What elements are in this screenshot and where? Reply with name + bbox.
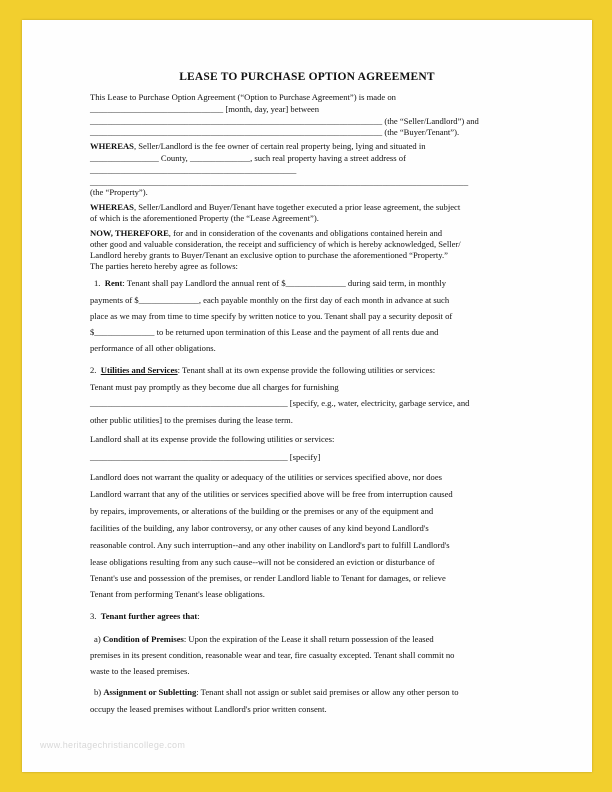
whereas-1-line-2: ________________ County, ______________, such real property having a street address of — [90, 153, 406, 163]
section-3b-line-2: occupy the leased premises without Landlord's prior written consent. — [90, 704, 327, 714]
section-3b-line-1 — [94, 687, 459, 698]
section-2-line-2: Tenant must pay promptly as they become due all charges for furnishing — [90, 382, 339, 392]
section-2-para-line-3: by repairs, improvements, or alterations of the building or the premises or any of the equipment and — [90, 506, 434, 516]
section-3-heading: Tenant further agrees that — [100, 611, 198, 621]
section-2-para-line-1: Landlord does not warrant the quality or adequacy of the utilities or services specified above, nor does — [90, 472, 442, 482]
whereas-1-line-3: ________________________________________________ — [90, 165, 297, 175]
whereas-2-text: , Seller/Landlord and Buyer/Tenant have together executed a prior lease agreement, the subject — [133, 202, 461, 212]
now-therefore-line-4: The parties hereto hereby agree as follows: — [90, 261, 238, 271]
whereas-1-text: , Seller/Landlord is the fee owner of certain real property being, lying and situated in — [133, 141, 426, 151]
section-2-para-line-4: facilities of the building, any labor controversy, or any other causes of any kind beyond Landlord's — [90, 523, 429, 533]
now-therefore-line-1 — [90, 228, 442, 239]
intro-line-2: _______________________________ [month, day, year] between — [90, 104, 320, 114]
section-3-number: 3. — [90, 611, 97, 621]
section-2-line-3: ______________________________________________ [specify, e.g., water, electricity, garbage service, and — [90, 398, 470, 408]
intro-line-1: This Lease to Purchase Option Agreement (“Option to Purchase Agreement”) is made on — [90, 92, 396, 102]
section-3a-text: : Upon the expiration of the Lease it shall return possession of the leased — [183, 634, 434, 644]
section-3a-heading: Condition of Premises — [102, 634, 184, 644]
section-1-number: 1. — [94, 278, 101, 288]
section-3a-label: a) — [94, 634, 101, 644]
section-2-heading: Utilities and Services — [100, 365, 178, 375]
section-3b-label: b) — [94, 687, 102, 697]
section-3-heading-line — [90, 611, 200, 622]
section-1-text: : Tenant shall pay Landlord the annual rent of $______________ during said term, in monthly — [122, 278, 447, 288]
whereas-1-lead: WHEREAS — [90, 141, 134, 151]
document-title: LEASE TO PURCHASE OPTION AGREEMENT — [179, 71, 435, 83]
section-1-line-4: $______________ to be returned upon termination of this Lease and the payment of all rents due and — [90, 327, 439, 337]
section-1-line-1 — [94, 278, 446, 289]
section-2-number: 2. — [90, 365, 97, 375]
whereas-1-line-1 — [90, 141, 426, 152]
section-2-para-line-5: reasonable control. Any such interruption--and any other inability on Landlord's part to fulfill Landlord's — [90, 540, 450, 550]
whereas-2-line-2: of which is the aforementioned Property (the “Lease Agreement”). — [90, 213, 319, 223]
section-2-para-line-8: Tenant from performing Tenant's lease obligations. — [90, 589, 265, 599]
section-2-para-line-7: Tenant's use and possession of the premises, or render Landlord liable to Tenant for damages, or relieve — [90, 573, 446, 583]
whereas-2-lead: WHEREAS — [90, 202, 134, 212]
now-therefore-line-3: Landlord hereby grants to Buyer/Tenant an exclusive option to purchase the aforementioned “Property.” — [90, 250, 448, 260]
section-3a-line-1 — [94, 634, 434, 645]
section-2-text: : Tenant shall at its own expense provide the following utilities or services: — [177, 365, 436, 375]
now-therefore-line-2: other good and valuable consideration, the receipt and sufficiency of which is hereby acknowledged, Seller/ — [90, 239, 461, 249]
section-1-line-5: performance of all other obligations. — [90, 343, 216, 353]
section-1-heading: Rent — [104, 278, 123, 288]
section-2-para-line-2: Landlord warrant that any of the utilities or services specified above will be free from interruption caused — [90, 489, 453, 499]
whereas-1-line-5: (the “Property”). — [90, 187, 148, 197]
whereas-1-line-4: ________________________________________________________________________________________ — [90, 177, 469, 187]
intro-line-4: ____________________________________________________________________ (the “Buyer/Tenant”). — [90, 127, 460, 137]
whereas-2-line-1 — [90, 202, 460, 213]
section-2-para-line-6: lease obligations resulting from any such cause--will not be considered an eviction or disturbance of — [90, 557, 435, 567]
watermark: www.heritagechristiancollege.com — [40, 740, 186, 750]
section-3b-text: : Tenant shall not assign or sublet said premises or allow any other person to — [196, 687, 459, 697]
section-3-colon: : — [197, 611, 200, 621]
intro-line-3: ____________________________________________________________________ (the “Seller/Landlord”) and — [90, 116, 479, 126]
section-2-line-1 — [90, 365, 435, 376]
section-2-line-5: Landlord shall at its expense provide the following utilities or services: — [90, 434, 335, 444]
now-therefore-lead: NOW, THEREFORE — [90, 228, 169, 238]
section-1-line-3: place as we may from time to time specify by written notice to you. Tenant shall pay a security deposit of — [90, 311, 453, 321]
document-page — [22, 20, 592, 772]
section-2-line-4: other public utilities] to the premises during the lease term. — [90, 415, 293, 425]
section-3a-line-2: premises in its present condition, reasonable wear and tear, fire casualty excepted. Tenant shall commit no — [90, 650, 455, 660]
now-therefore-text: , for and in consideration of the covenants and obligations contained herein and — [168, 228, 443, 238]
section-1-line-2: payments of $______________, each payable monthly on the first day of each month in advance at such — [90, 295, 450, 305]
section-3b-heading: Assignment or Subletting — [103, 687, 197, 697]
section-2-line-6: ______________________________________________ [specify] — [90, 452, 321, 462]
section-3a-line-3: waste to the leased premises. — [90, 666, 190, 676]
